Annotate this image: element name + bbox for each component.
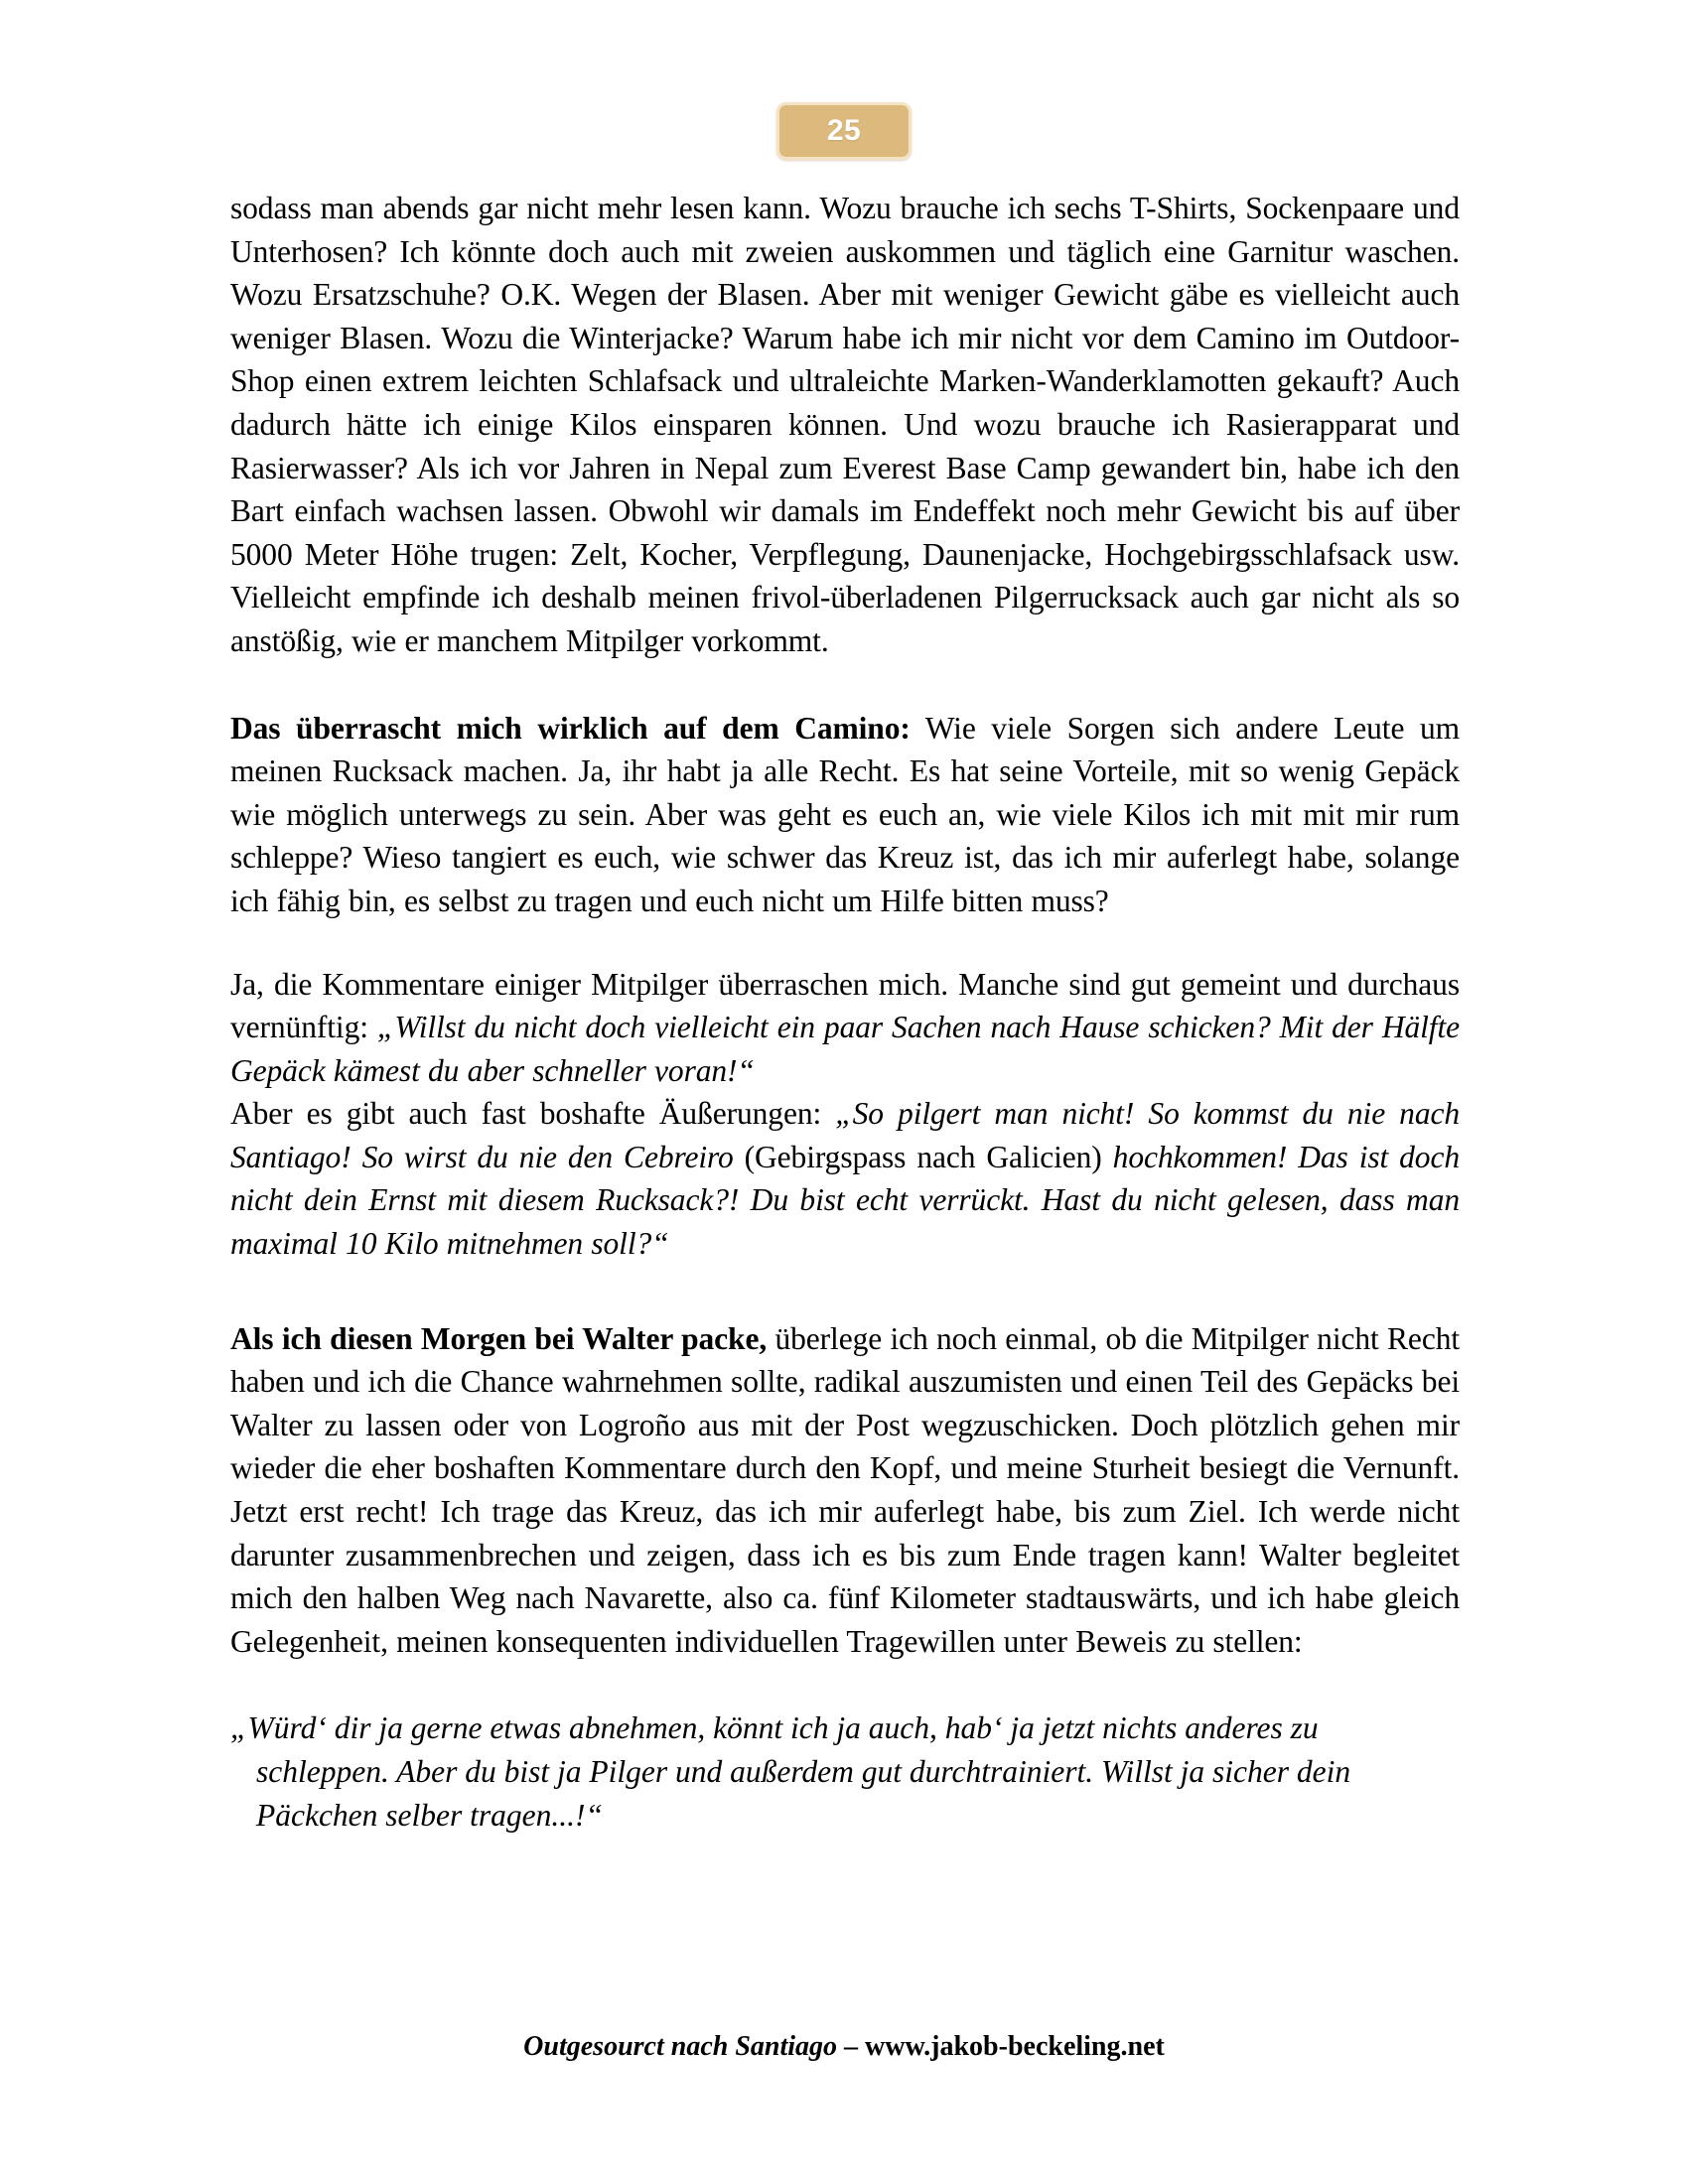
pull-quote-line: „Würd‘ dir ja gerne etwas abnehmen, könnt ich ja auch, hab‘ ja jetzt nichts anderes zu bbox=[230, 1710, 1319, 1746]
paragraph-5 bbox=[230, 1317, 1460, 1664]
paragraph-spacer bbox=[230, 663, 1460, 707]
paragraph-3-quotation: „Willst du nicht doch vielleicht ein paar Sachen nach Hause schicken? Mit der Hälfte Gepäck kämest du aber schneller voran!“ bbox=[230, 1010, 1460, 1088]
paragraph-1: sodass man abends gar nicht mehr lesen kann. Wozu brauche ich sechs T-Shirts, Sockenpaare und Unterhosen? Ich könnte doch auch mit zweien auskommen und täglich eine Garnitur waschen. Wozu Ersatzschuhe? O.K. Wegen der Blasen. Aber mit weniger Gewicht gäbe es vielleicht auch weniger Blasen. Wozu die Winterjacke? Warum habe ich mir nicht vor dem Camino im Outdoor-Shop einen extrem leichten Schlafsack und ultraleichte Marken-Wanderklamotten gekauft? Auch dadurch hätte ich einige Kilos einsparen können. Und wozu brauche ich Rasierapparat und Rasierwasser? Als ich vor Jahren in Nepal zum Everest Base Camp gewandert bin, habe ich den Bart einfach wachsen lassen. Obwohl wir damals im Endeffekt noch mehr Gewicht bis auf über 5000 Meter Höhe trugen: Zelt, Kocher, Verpflegung, Daunenjacke, Hochgebirgsschlafsack usw. Vielleicht empfinde ich deshalb meinen frivol-überladenen Pilgerrucksack auch gar nicht als so anstößig, wie er manchem Mitpilger vorkommt. bbox=[230, 191, 1460, 658]
paragraph-5-body: überlege ich noch einmal, ob die Mitpilger nicht Recht haben und ich die Chance wahrnehmen sollte, radikal auszumisten und einen Teil des Gepäcks bei Walter zu lassen oder von Logroño aus mit der Post wegzuschicken. Doch plötzlich gehen mir wieder die eher boshaften Kommentare durch den Kopf, und meine Sturheit besiegt die Vernunft. Jetzt erst recht! Ich trage das Kreuz, das ich mir auferlegt habe, bis zum Ziel. Ich werde nicht darunter zusammenbrechen und zeigen, dass ich es bis zum Ende tragen kann! Walter begleitet mich den halben Weg nach Navarette, also ca. fünf Kilometer stadtauswärts, und ich habe gleich Gelegenheit, meinen konsequenten individuellen Tragewillen unter Beweis zu stellen: bbox=[230, 1320, 1460, 1659]
pull-quote-line: schleppen. Aber du bist ja Pilger und außerdem gut durchtrainiert. Willst ja sicher dein bbox=[256, 1754, 1351, 1789]
page-number-badge bbox=[776, 102, 912, 160]
paragraph-4-intro: Aber es gibt auch fast boshafte Äußerungen: bbox=[230, 1096, 836, 1132]
paragraph-4-quotation-part-b: hochkommen! Das ist doch nicht dein Ernst mit diesem Rucksack?! Du bist echt verrückt. Hast du nicht gelesen, dass man maximal 10 Kilo mitnehmen soll?“ bbox=[230, 1139, 1460, 1262]
pull-quote-block bbox=[230, 1706, 1460, 1837]
paragraph-5-lead-in: Als ich diesen Morgen bei Walter packe, bbox=[230, 1320, 768, 1356]
page-number-label: 25 bbox=[826, 114, 862, 147]
paragraph-2 bbox=[230, 707, 1460, 923]
paragraph-spacer bbox=[230, 1663, 1460, 1706]
page-footer bbox=[0, 2031, 1688, 2063]
paragraph-2-body: Wie viele Sorgen sich andere Leute um meinen Rucksack machen. Ja, ihr habt ja alle Recht. Es hat seine Vorteile, mit so wenig Gepäck wie möglich unterwegs zu sein. Aber was geht es euch an, wie viele Kilos ich mit mit mir rum schleppe? Wieso tangiert es euch, wie schwer das Kreuz ist, das ich mir auferlegt habe, solange ich fähig bin, es selbst zu tragen und euch nicht um Hilfe bitten muss? bbox=[230, 710, 1460, 918]
paragraph-4 bbox=[230, 1092, 1460, 1265]
paragraph-3-intro: Ja, die Kommentare einiger Mitpilger überraschen mich. Manche sind gut gemeint und durchaus vernünftig: bbox=[230, 966, 1460, 1045]
paragraph-spacer bbox=[230, 1266, 1460, 1317]
text-column bbox=[230, 187, 1460, 1837]
footer-separator: – bbox=[837, 2031, 866, 2062]
paragraph-3 bbox=[230, 963, 1460, 1093]
pull-quote-line: Päckchen selber tragen...!“ bbox=[256, 1797, 604, 1833]
paragraph-4-quotation-part-a: „So pilgert man nicht! So kommst du nie nach Santiago! So wirst du nie den Cebreiro bbox=[230, 1096, 1461, 1174]
paragraph-2-lead-in: Das überrascht mich wirklich auf dem Camino: bbox=[230, 710, 911, 746]
footer-website-url: www.jakob-beckeling.net bbox=[865, 2031, 1165, 2062]
page-number-container bbox=[0, 102, 1688, 160]
paragraph-4-parenthetical-gloss: (Gebirgspass nach Galicien) bbox=[744, 1139, 1102, 1174]
footer-book-title: Outgesourct nach Santiago bbox=[523, 2031, 838, 2062]
paragraph-spacer bbox=[230, 923, 1460, 963]
